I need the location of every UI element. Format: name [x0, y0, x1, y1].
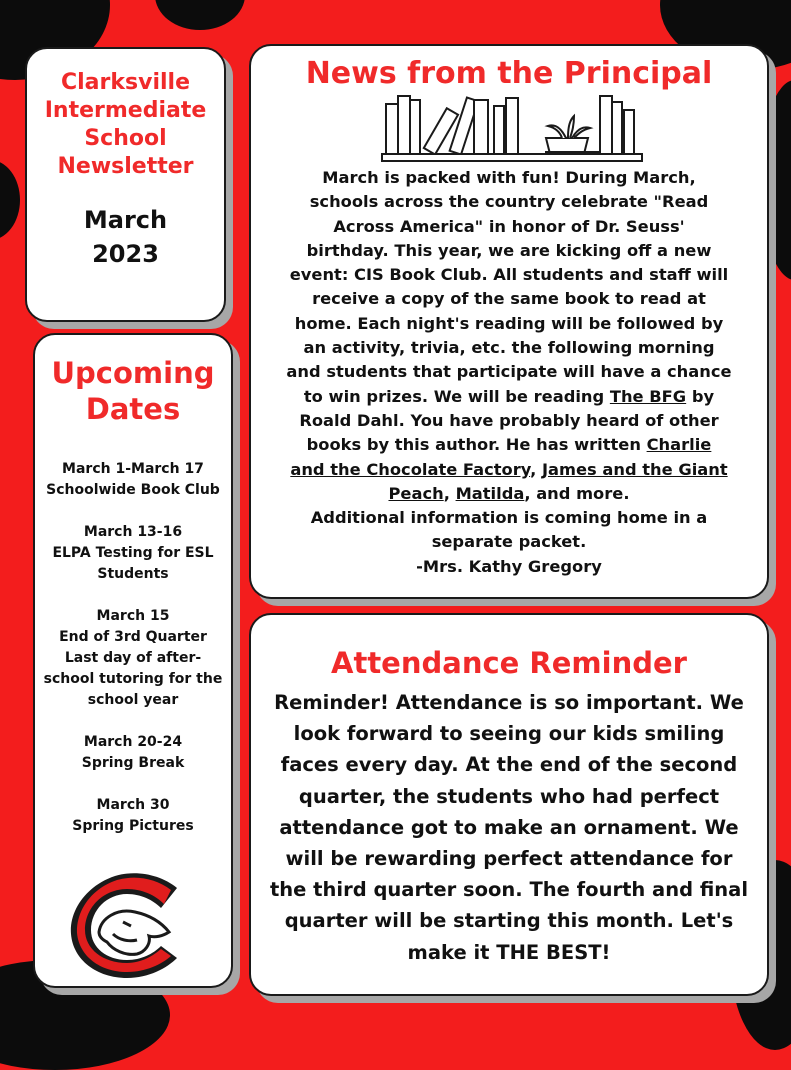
school-name-line: Newsletter: [57, 154, 194, 179]
event-item: [35, 795, 231, 837]
principal-news-title: News from the Principal: [305, 56, 713, 91]
body-text: to win prizes. We will be reading: [303, 386, 610, 406]
body-text: ,: [443, 483, 456, 503]
issue-year: 2023: [92, 240, 159, 268]
book-title-bfg: The BFG: [609, 386, 687, 406]
body-line: home. Each night's reading will be followed by: [294, 313, 724, 333]
event-text: Last day of after-: [64, 650, 202, 666]
event-date: March 13-16: [83, 524, 183, 540]
body-line: attendance got to make an ornament. We: [279, 815, 739, 839]
body-line: [251, 385, 767, 409]
principal-signature: -Mrs. Kathy Gregory: [416, 556, 602, 576]
event-text: Spring Break: [81, 755, 185, 771]
body-line: an activity, trivia, etc. the following morning: [303, 338, 715, 358]
event-text: Schoolwide Book Club: [46, 482, 220, 498]
body-line: separate packet.: [431, 532, 587, 552]
body-line: event: CIS Book Club. All students and staff will: [289, 265, 729, 285]
principal-news-body: [251, 166, 767, 579]
school-name-line: Clarksville: [61, 70, 190, 95]
body-line: and students that participate will have a chance: [286, 362, 732, 382]
book-title-peach: Peach: [388, 483, 444, 503]
event-date: March 20-24: [83, 734, 183, 750]
book-title-charlie: and the Chocolate Factory: [290, 459, 531, 479]
upcoming-dates-title: [35, 355, 231, 427]
body-line: [251, 458, 767, 482]
body-text: ,: [530, 459, 542, 479]
event-text: Spring Pictures: [72, 818, 194, 834]
event-list: [35, 459, 231, 837]
event-item: [35, 732, 231, 774]
upcoming-title-line: Upcoming: [51, 356, 215, 390]
masthead-card: [25, 47, 226, 322]
issue-month: March: [83, 206, 168, 234]
splatter-top-center: [155, 0, 245, 30]
body-text: , and more.: [524, 483, 630, 503]
body-line: will be rewarding perfect attendance for: [285, 847, 733, 871]
splatter-left-middle: [0, 160, 20, 240]
school-name-line: School: [84, 126, 167, 151]
upcoming-dates-card: [33, 333, 233, 988]
body-line: birthday. This year, we are kicking off a new: [306, 240, 712, 260]
attendance-title: Attendance Reminder: [331, 646, 687, 680]
upcoming-title-line: Dates: [85, 392, 181, 426]
principal-news-card: [249, 44, 769, 599]
event-text: Students: [97, 566, 169, 582]
attendance-body: [251, 687, 767, 968]
body-line: Reminder! Attendance is so important. We: [274, 691, 744, 714]
body-line: quarter will be starting this month. Let's: [284, 909, 734, 933]
body-line: quarter, the students who had perfect: [298, 784, 720, 808]
body-text: by: [686, 386, 715, 406]
school-name-line: Intermediate: [44, 98, 207, 123]
body-line: [251, 482, 767, 506]
body-line: schools across the country celebrate "Read: [309, 192, 709, 212]
issue-date: [27, 203, 224, 271]
attendance-card: [249, 613, 769, 996]
book-title-matilda: Matilda: [455, 483, 525, 503]
book-title-peach: James and the Giant: [541, 459, 728, 479]
bookshelf-icon: [378, 92, 646, 164]
body-line: [251, 433, 767, 457]
body-line: faces every day. At the end of the second: [280, 753, 738, 777]
event-date: March 15: [96, 608, 170, 624]
event-date: March 30: [96, 797, 170, 813]
event-text: school tutoring for the: [43, 671, 223, 687]
school-name: [27, 69, 224, 181]
event-item: [35, 522, 231, 585]
body-text: books by this author. He has written: [306, 435, 647, 455]
event-text: End of 3rd Quarter: [59, 629, 207, 645]
body-line: the third quarter soon. The fourth and final: [269, 878, 749, 902]
event-text: school year: [87, 692, 179, 708]
event-item: [35, 606, 231, 711]
body-line: make it THE BEST!: [407, 940, 611, 964]
book-title-charlie: Charlie: [646, 435, 712, 455]
body-line: Additional information is coming home in a: [310, 508, 708, 528]
event-text: ELPA Testing for ESL: [52, 545, 214, 561]
body-line: receive a copy of the same book to read at: [312, 289, 706, 309]
event-date: March 1-March 17: [62, 461, 204, 477]
body-line: Roald Dahl. You have probably heard of other: [299, 410, 719, 430]
body-line: Across America" in honor of Dr. Seuss': [333, 216, 685, 236]
event-item: [35, 459, 231, 501]
cougar-c-logo-icon: [65, 870, 195, 980]
body-line: March is packed with fun! During March,: [322, 168, 696, 187]
body-line: look forward to seeing our kids smiling: [293, 722, 725, 746]
